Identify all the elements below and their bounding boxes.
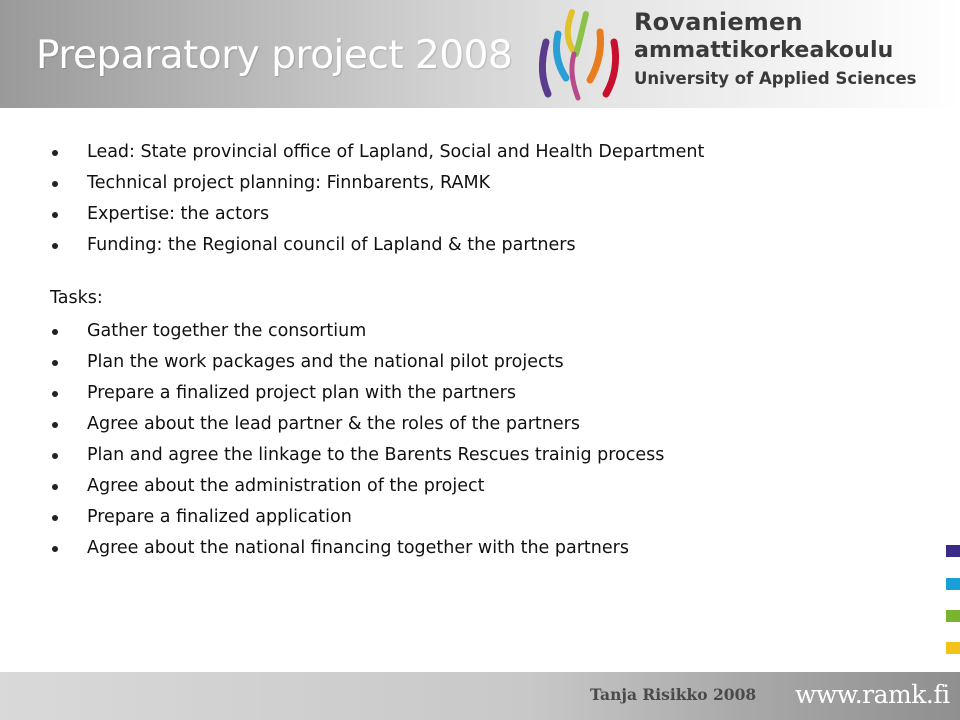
brand-line-2: ammattikorkeakoulu bbox=[634, 38, 894, 63]
info-bullet-list bbox=[50, 139, 910, 263]
bullet-dot-icon bbox=[52, 181, 58, 187]
color-square-blue bbox=[946, 578, 960, 590]
bullet-dot-icon bbox=[52, 329, 58, 335]
logo-stroke-green bbox=[576, 14, 586, 54]
footer-author: Tanja Risikko 2008 bbox=[590, 685, 757, 704]
color-square-yellow bbox=[946, 642, 960, 654]
task-item: Plan the work packages and the national pilot projects bbox=[50, 349, 910, 380]
color-square-purple bbox=[946, 545, 960, 557]
slide-title: Preparatory project 2008 bbox=[36, 33, 513, 78]
logo-stroke-yellow bbox=[568, 12, 574, 52]
brand-line-1: Rovaniemen bbox=[634, 8, 803, 36]
task-item: Agree about the administration of the project bbox=[50, 473, 910, 504]
bullet-dot-icon bbox=[52, 546, 58, 552]
bullet-item: Lead: State provincial office of Lapland, Social and Health Department bbox=[50, 139, 910, 170]
color-square-green bbox=[946, 610, 960, 622]
bullet-dot-icon bbox=[52, 515, 58, 521]
tasks-heading: Tasks: bbox=[50, 288, 103, 308]
bullet-item: Technical project planning: Finnbarents, RAMK bbox=[50, 170, 910, 201]
logo-stroke-center bbox=[572, 54, 578, 98]
task-item: Agree about the national financing together with the partners bbox=[50, 535, 910, 566]
footer-bar bbox=[0, 672, 960, 720]
task-item: Prepare a finalized application bbox=[50, 504, 910, 535]
task-item: Gather together the consortium bbox=[50, 318, 910, 349]
tasks-bullet-list bbox=[50, 318, 910, 566]
logo-stroke-orange bbox=[590, 32, 601, 80]
bullet-dot-icon bbox=[52, 243, 58, 249]
task-item: Prepare a finalized project plan with the partners bbox=[50, 380, 910, 411]
header-banner bbox=[0, 0, 960, 108]
bullet-dot-icon bbox=[52, 453, 58, 459]
brand-wordmark bbox=[634, 6, 917, 88]
bullet-dot-icon bbox=[52, 422, 58, 428]
bullet-item: Funding: the Regional council of Lapland & the partners bbox=[50, 232, 910, 263]
bullet-dot-icon bbox=[52, 212, 58, 218]
logo-stroke-blue bbox=[556, 34, 566, 78]
brand-line-3: University of Applied Sciences bbox=[634, 69, 917, 88]
bullet-dot-icon bbox=[52, 391, 58, 397]
bullet-dot-icon bbox=[52, 484, 58, 490]
bullet-item: Expertise: the actors bbox=[50, 201, 910, 232]
logo-stroke-purple bbox=[542, 42, 548, 94]
logo-stroke-red bbox=[606, 42, 616, 94]
task-item: Agree about the lead partner & the roles of the partners bbox=[50, 411, 910, 442]
task-item: Plan and agree the linkage to the Barents Rescues trainig process bbox=[50, 442, 910, 473]
bullet-dot-icon bbox=[52, 150, 58, 156]
slide-body bbox=[50, 139, 910, 566]
footer-website: www.ramk.fi bbox=[795, 680, 950, 709]
bullet-dot-icon bbox=[52, 360, 58, 366]
ramk-logo-mark bbox=[536, 8, 622, 104]
